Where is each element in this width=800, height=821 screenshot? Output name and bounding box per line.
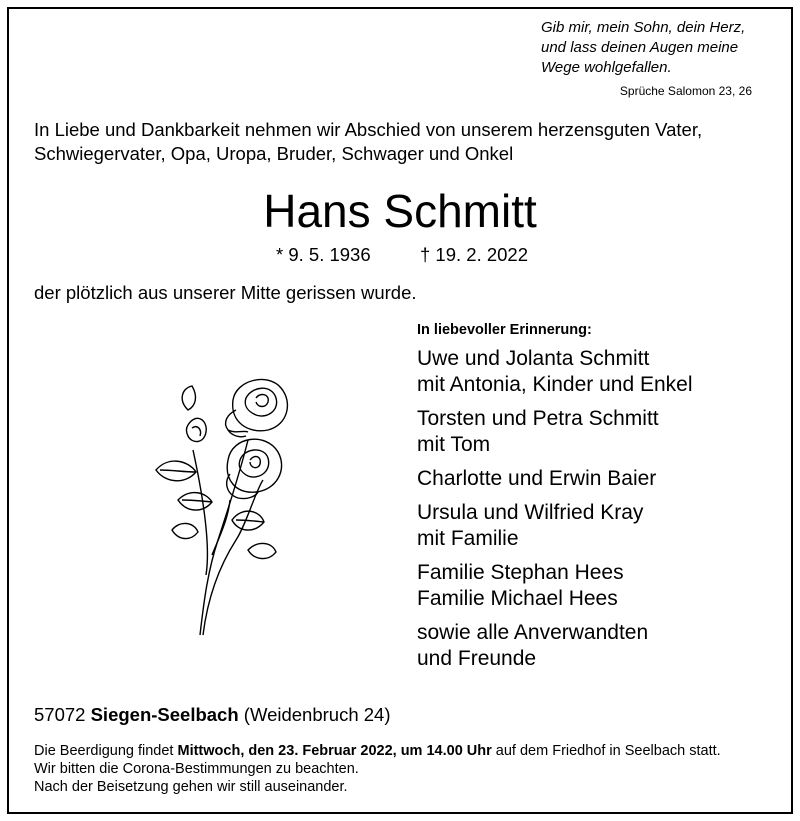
mourner-group xyxy=(417,466,693,492)
intro-line: In Liebe und Dankbarkeit nehmen wir Abschied von unserem herzensguten Vater, xyxy=(34,119,703,140)
mourner-line: Charlotte und Erwin Baier xyxy=(417,467,657,490)
funeral-text-post: auf dem Friedhof in Seelbach statt. xyxy=(491,743,721,759)
funeral-info xyxy=(34,742,721,796)
address-line xyxy=(34,704,391,726)
address-zip: 57072 xyxy=(34,704,86,725)
memory-heading: In liebevoller Erinnerung: xyxy=(417,322,592,338)
bible-verse xyxy=(541,18,745,78)
funeral-line: Nach der Beisetzung gehen wir still auseinander. xyxy=(34,779,348,795)
deceased-name: Hans Schmitt xyxy=(263,185,537,237)
mourners-list xyxy=(417,346,693,672)
verse-line: und lass deinen Augen meine xyxy=(541,39,739,56)
mourner-line: Torsten und Petra Schmitt xyxy=(417,407,659,430)
mourner-group xyxy=(417,560,693,612)
mourner-line: Familie Stephan Hees xyxy=(417,561,624,584)
verse-line: Wege wohlgefallen. xyxy=(541,59,672,76)
funeral-date-time: Mittwoch, den 23. Februar 2022, um 14.00 Uhr xyxy=(177,743,492,759)
address-city: Siegen-Seelbach xyxy=(90,704,239,725)
mourner-group xyxy=(417,346,693,398)
intro-line: Schwiegervater, Opa, Uropa, Bruder, Schwager und Onkel xyxy=(34,143,514,164)
funeral-text-pre: Die Beerdigung findet xyxy=(34,743,178,759)
mourner-line: mit Tom xyxy=(417,433,491,456)
mourner-group xyxy=(417,620,693,672)
sudden-death-text: der plötzlich aus unserer Mitte gerissen wurde. xyxy=(34,282,417,303)
mourner-line: mit Antonia, Kinder und Enkel xyxy=(417,373,693,396)
mourner-line: Familie Michael Hees xyxy=(417,587,618,610)
rose-illustration-icon xyxy=(148,370,298,645)
mourner-group xyxy=(417,500,693,552)
mourner-line: sowie alle Anverwandten xyxy=(417,621,649,644)
mourner-line: mit Familie xyxy=(417,527,519,550)
verse-line: Gib mir, mein Sohn, dein Herz, xyxy=(541,19,746,36)
death-date: † 19. 2. 2022 xyxy=(420,244,529,265)
funeral-line xyxy=(34,742,721,760)
address-street: (Weidenbruch 24) xyxy=(243,704,391,725)
intro-text xyxy=(34,118,702,166)
verse-source: Sprüche Salomon 23, 26 xyxy=(619,84,752,98)
mourner-group xyxy=(417,406,693,458)
birth-date: * 9. 5. 1936 xyxy=(276,244,371,265)
mourner-line: Uwe und Jolanta Schmitt xyxy=(417,347,650,370)
funeral-line: Wir bitten die Corona-Bestimmungen zu beachten. xyxy=(34,761,359,777)
mourner-line: und Freunde xyxy=(417,647,537,670)
mourner-line: Ursula und Wilfried Kray xyxy=(417,501,644,524)
